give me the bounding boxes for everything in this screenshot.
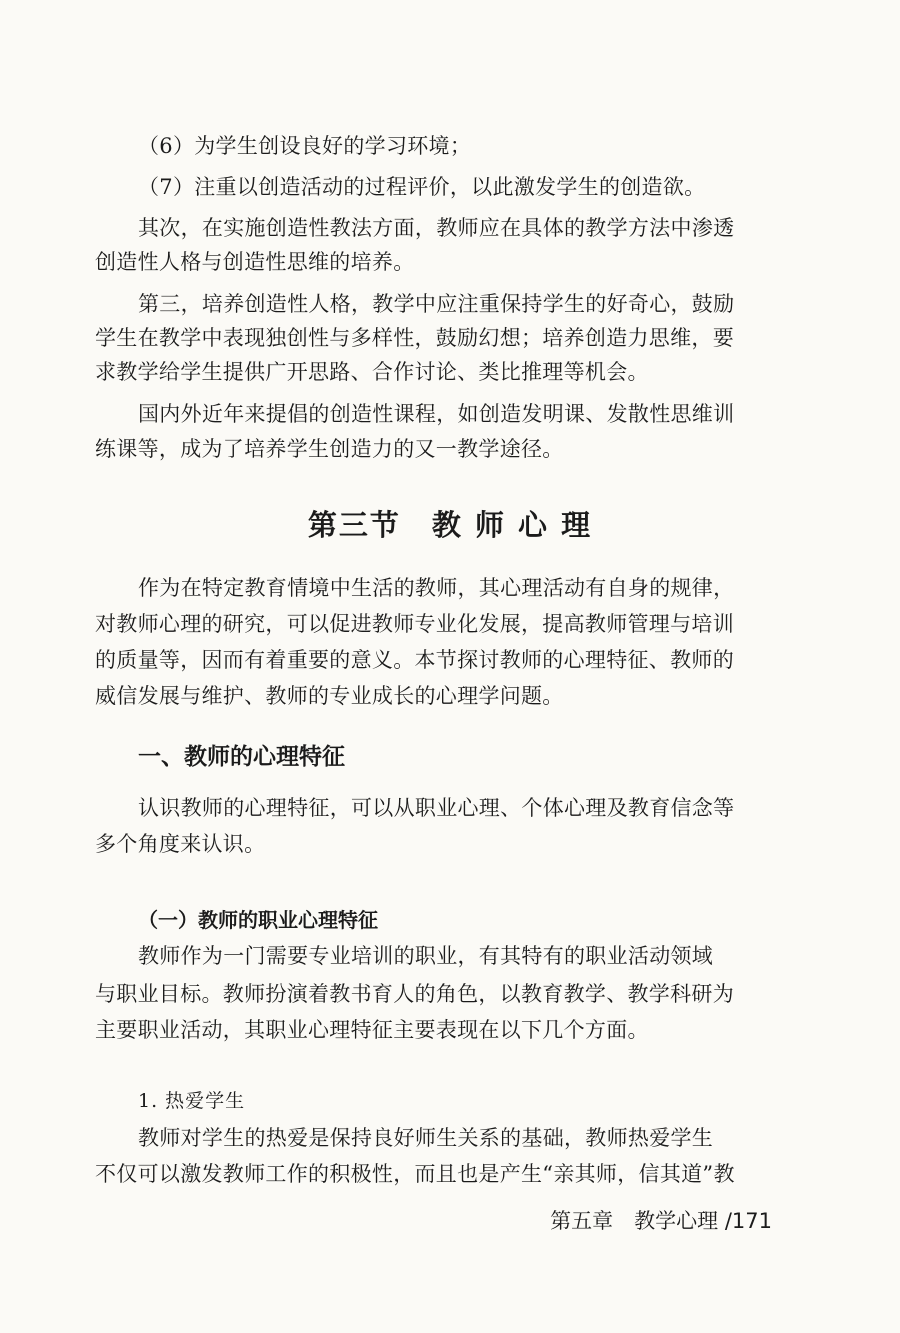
- intro-line: 威信发展与维护、教师的专业成长的心理学问题。: [95, 684, 564, 708]
- paragraph-line: 学生在教学中表现独创性与多样性，鼓励幻想；培养创造力思维，要: [95, 326, 734, 350]
- paragraph-line: 主要职业活动，其职业心理特征主要表现在以下几个方面。: [95, 1018, 649, 1042]
- paragraph-line: 不仅可以激发教师工作的积极性，而且也是产生“亲其师，信其道”教: [95, 1162, 735, 1186]
- chapter-label: 第五章 教学心理: [550, 1209, 719, 1233]
- paragraph-line: 其次，在实施创造性教法方面，教师应在具体的教学方法中渗透: [138, 216, 735, 240]
- paragraph-line: 练课等，成为了培养学生创造力的又一教学途径。: [95, 437, 564, 461]
- page-footer: [550, 1205, 772, 1235]
- intro-line: 作为在特定教育情境中生活的教师，其心理活动有自身的规律，: [138, 576, 735, 600]
- subheading-professional-traits: （一）教师的职业心理特征: [138, 908, 378, 932]
- section-title: 第三节 教 师 心 理: [307, 508, 593, 542]
- list-item-6: （6）为学生创设良好的学习环境；: [138, 134, 472, 158]
- page-number: /171: [724, 1209, 772, 1233]
- intro-line: 的质量等，因而有着重要的意义。本节探讨教师的心理特征、教师的: [95, 648, 734, 672]
- paragraph-line: 创造性人格与创造性思维的培养。: [95, 250, 415, 274]
- paragraph-line: 教师对学生的热爱是保持良好师生关系的基础，教师热爱学生: [138, 1126, 714, 1150]
- item-heading-love-students: 1. 热爱学生: [138, 1090, 246, 1112]
- list-item-7: （7）注重以创造活动的过程评价，以此激发学生的创造欲。: [138, 175, 706, 199]
- paragraph-line: 教师作为一门需要专业培训的职业，有其特有的职业活动领域: [138, 944, 714, 968]
- paragraph-line: 第三，培养创造性人格，教学中应注重保持学生的好奇心，鼓励: [138, 292, 735, 316]
- paragraph-line: 国内外近年来提倡的创造性课程，如创造发明课、发散性思维训: [138, 402, 735, 426]
- heading-teacher-traits: 一、教师的心理特征: [138, 744, 345, 770]
- paragraph-line: 求教学给学生提供广开思路、合作讨论、类比推理等机会。: [95, 360, 649, 384]
- paragraph-line: 认识教师的心理特征，可以从职业心理、个体心理及教育信念等: [138, 796, 735, 820]
- paragraph-line: 多个角度来认识。: [95, 832, 266, 856]
- intro-line: 对教师心理的研究，可以促进教师专业化发展，提高教师管理与培训: [95, 612, 734, 636]
- paragraph-line: 与职业目标。教师扮演着教书育人的角色，以教育教学、教学科研为: [95, 982, 734, 1006]
